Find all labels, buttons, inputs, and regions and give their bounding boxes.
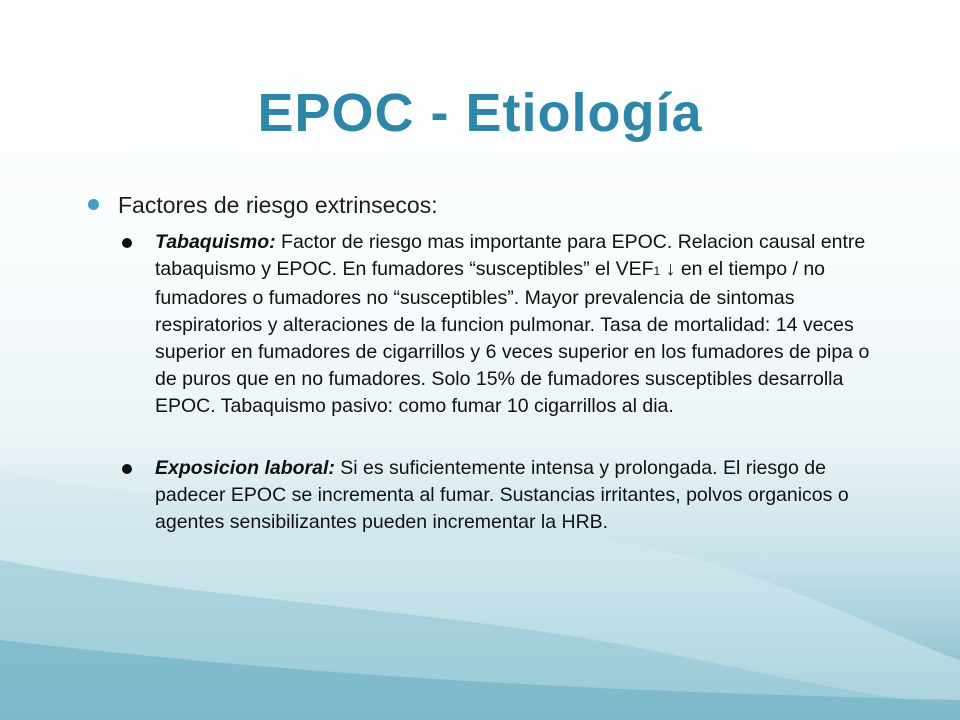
section-heading bbox=[80, 192, 870, 219]
item-subscript: 1 bbox=[653, 264, 661, 278]
slide-title: EPOC - Etiología bbox=[257, 83, 703, 143]
item-text-continued: en el tiempo / no fumadores o fumadores no “susceptibles”. Mayor prevalencia de sintomas respiratorios y alteraciones de la funcion pulmonar. Tasa de mortalidad: 14 veces superior en fumadores de cigarrillos y 6 veces superior en los fumadores de pipa o de puros que en no fumadores. Solo 15% de fumadores susceptibles desarrolla EPOC. Tabaquismo pasivo: como fumar 10 cigarrillos al dia. bbox=[155, 258, 870, 417]
item-lead: Exposicion laboral: bbox=[155, 457, 335, 479]
down-arrow-icon: ↓ bbox=[660, 258, 681, 280]
bullet-icon bbox=[122, 238, 132, 248]
section-heading-text: Factores de riesgo extrinsecos: bbox=[118, 192, 438, 218]
slide-body bbox=[80, 192, 870, 536]
item-lead: Tabaquismo: bbox=[155, 231, 276, 253]
item-text: Factor de riesgo mas importante para EPOC. Relacion causal entre tabaquismo y EPOC. En fumadores “susceptibles” el VEF bbox=[155, 231, 866, 280]
list-item-tabaquismo bbox=[80, 229, 870, 420]
bullet-icon bbox=[88, 199, 99, 210]
bullet-icon bbox=[122, 464, 132, 474]
list-item-exposicion-laboral bbox=[80, 455, 870, 536]
item-text: Si es suficientemente intensa y prolongada. El riesgo de padecer EPOC se incrementa al fumar. Sustancias irritantes, polvos organicos o agentes sensibilizantes pueden incrementar la HRB. bbox=[155, 457, 849, 533]
